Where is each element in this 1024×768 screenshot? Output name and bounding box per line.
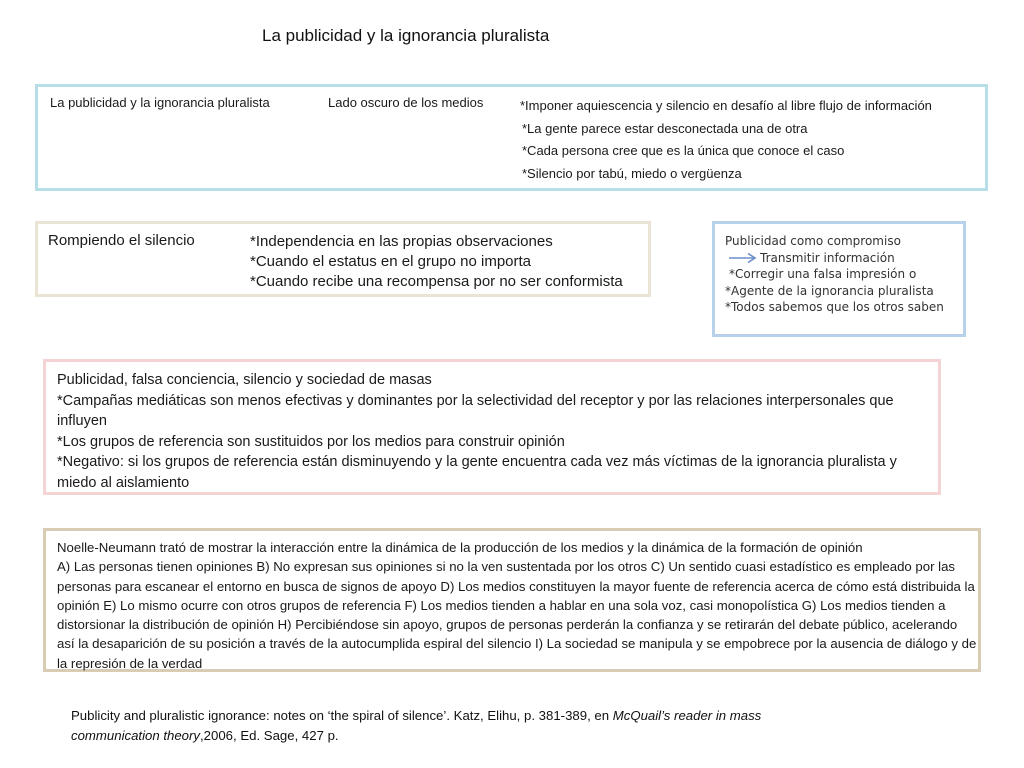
arrow-row bbox=[725, 250, 957, 267]
publicity-compromise-box bbox=[712, 221, 966, 337]
citation-publisher: ,2006, Ed. Sage, 427 p. bbox=[200, 727, 339, 743]
list-item: *Cuando recibe una recompensa por no ser conformista bbox=[250, 273, 623, 290]
list-item: *Cada persona cree que es la única que conoce el caso bbox=[522, 143, 845, 158]
paragraph: *Campañas mediáticas son menos efectivas y dominantes por la selectividad del receptor y por las relaciones interpersonales que influyen bbox=[57, 392, 894, 429]
box1-list bbox=[520, 95, 932, 185]
list-item: *Independencia en las propias observaciones bbox=[250, 233, 553, 250]
mass-society-box bbox=[43, 359, 941, 495]
paragraph: *Negativo: si los grupos de referencia están disminuyendo y la gente encuentra cada vez más víctimas de la ignorancia pluralista y miedo al aislamiento bbox=[57, 454, 897, 491]
box4-heading: Publicidad, falsa conciencia, silencio y sociedad de masas bbox=[57, 372, 432, 388]
citation-book-title: McQuail’s reader in mass communication theory bbox=[71, 708, 762, 743]
right-arrow-icon bbox=[728, 252, 758, 264]
list-item: *Todos sabemos que los otros saben bbox=[725, 300, 944, 314]
list-item: *Silencio por tabú, miedo o vergüenza bbox=[522, 165, 742, 181]
noelle-neumann-box bbox=[43, 528, 981, 672]
slide-title: La publicidad y la ignorancia pluralista bbox=[262, 26, 550, 45]
breaking-silence-box bbox=[35, 221, 651, 297]
box2-label: Rompiendo el silencio bbox=[48, 232, 195, 249]
list-item: *La gente parece estar desconectada una de otra bbox=[522, 120, 808, 136]
box1-label: La publicidad y la ignorancia pluralista bbox=[50, 95, 270, 110]
box5-intro: Noelle-Neumann trató de mostrar la interacción entre la dinámica de la producción de los medios y la dinámica de la formación de opinión bbox=[57, 540, 863, 555]
box3-heading: Publicidad como compromiso bbox=[725, 234, 901, 248]
list-item: *Cuando el estatus en el grupo no importa bbox=[250, 253, 532, 270]
box2-list bbox=[250, 232, 623, 292]
paragraph: *Los grupos de referencia son sustituidos por los medios para construir opinión bbox=[57, 433, 565, 450]
box5-text: A) Las personas tienen opiniones B) No expresan sus opiniones si no la ven sustentada por los otros C) Un sentido cuasi estadístico es empleado por las personas para escanear el entorno en busca de signos de apoyo D) Los medios constituyen la mayor fuente de referencia acerca de cómo está distribuida la opinión E) Lo mismo ocurre con otros grupos de referencia F) Los medios tienden a hablar en una sola voz, casi monopolística G) Los medios tienden a distorsionar la distribución de opinión H) Percibiéndose sin apoyo, grupos de personas perderán la confianza y se retirarán del debate público, acelerando así la desaparición de su posición a través de la autocumplida espiral del silencio I) La sociedad se manipula y se empobrece por la ausencia de diálogo y de la represión de la verdad bbox=[57, 559, 977, 671]
dark-side-box bbox=[35, 84, 988, 191]
list-item: *Agente de la ignorancia pluralista bbox=[725, 283, 934, 298]
citation bbox=[71, 706, 771, 745]
list-item: *Corregir una falsa impresión o bbox=[729, 267, 917, 281]
box1-sublabel: Lado oscuro de los medios bbox=[328, 95, 484, 110]
list-item: *Imponer aquiescencia y silencio en desafío al libre flujo de información bbox=[520, 98, 932, 113]
arrow-label: Transmitir información bbox=[760, 250, 895, 265]
citation-text: Publicity and pluralistic ignorance: notes on ‘the spiral of silence’. Katz, Elihu, p. 381-389, en bbox=[71, 708, 613, 723]
